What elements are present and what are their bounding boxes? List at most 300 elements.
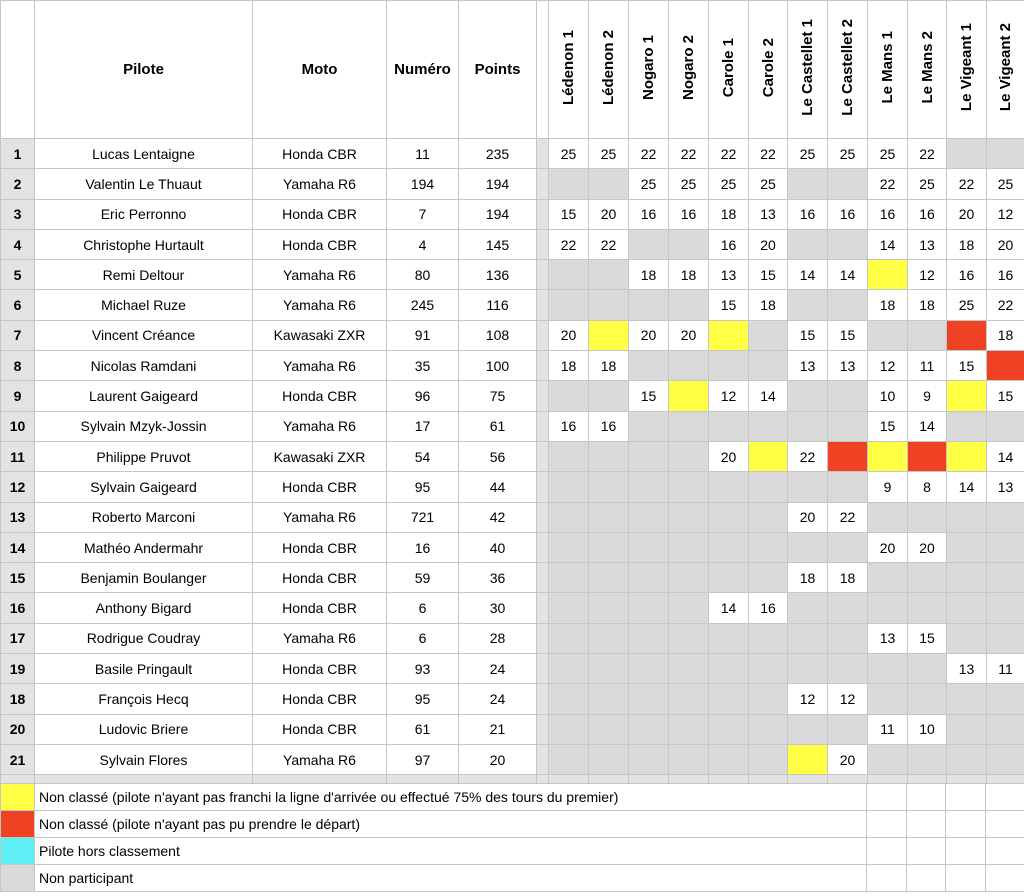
result-cell	[947, 714, 987, 744]
result-cell	[589, 714, 629, 744]
numero-cell: 7	[387, 199, 459, 229]
header-moto: Moto	[253, 1, 387, 139]
result-cell	[629, 593, 669, 623]
pilote-cell: Sylvain Mzyk-Jossin	[35, 411, 253, 441]
result-cell: 15	[987, 381, 1024, 411]
table-row	[1, 290, 1024, 320]
header-race-11	[947, 1, 987, 139]
separator-cell	[537, 320, 549, 350]
result-cell	[629, 441, 669, 471]
table-row	[1, 654, 1024, 684]
legend-empty-cell	[946, 784, 986, 811]
result-cell	[788, 290, 828, 320]
moto-cell: Yamaha R6	[253, 623, 387, 653]
points-cell: 40	[459, 532, 537, 562]
points-cell: 61	[459, 411, 537, 441]
result-cell: 11	[868, 714, 908, 744]
points-cell: 30	[459, 593, 537, 623]
points-cell: 194	[459, 169, 537, 199]
result-cell	[947, 441, 987, 471]
standings-body	[1, 139, 1024, 784]
result-cell: 20	[868, 532, 908, 562]
result-cell	[549, 502, 589, 532]
result-cell: 16	[549, 411, 589, 441]
result-cell	[709, 502, 749, 532]
result-cell	[629, 744, 669, 774]
result-cell: 14	[749, 381, 788, 411]
result-cell	[749, 563, 788, 593]
result-cell	[669, 441, 709, 471]
result-cell: 13	[788, 351, 828, 381]
rank-cell: 3	[1, 199, 35, 229]
moto-cell: Yamaha R6	[253, 290, 387, 320]
table-row	[1, 472, 1024, 502]
moto-cell: Honda CBR	[253, 139, 387, 169]
result-cell: 8	[908, 472, 947, 502]
race-label: Le Mans 2	[918, 31, 936, 104]
result-cell: 12	[828, 684, 868, 714]
result-cell	[828, 532, 868, 562]
numero-cell: 96	[387, 381, 459, 411]
result-cell	[828, 169, 868, 199]
result-cell: 18	[947, 229, 987, 259]
pilote-cell: Philippe Pruvot	[35, 441, 253, 471]
legend-row	[1, 865, 1024, 892]
moto-cell: Kawasaki ZXR	[253, 441, 387, 471]
result-cell	[629, 684, 669, 714]
result-cell	[868, 320, 908, 350]
result-cell	[908, 441, 947, 471]
pilote-cell: Eric Perronno	[35, 199, 253, 229]
points-cell: 194	[459, 199, 537, 229]
result-cell: 12	[788, 684, 828, 714]
result-cell	[828, 472, 868, 502]
result-cell	[669, 229, 709, 259]
numero-cell: 80	[387, 260, 459, 290]
result-cell	[828, 441, 868, 471]
header-race-4	[669, 1, 709, 139]
result-cell	[908, 744, 947, 774]
result-cell	[987, 684, 1024, 714]
result-cell: 12	[908, 260, 947, 290]
result-cell: 18	[749, 290, 788, 320]
numero-cell: 95	[387, 472, 459, 502]
moto-cell: Yamaha R6	[253, 411, 387, 441]
result-cell	[987, 623, 1024, 653]
header-numero: Numéro	[387, 1, 459, 139]
moto-cell: Honda CBR	[253, 593, 387, 623]
result-cell: 25	[987, 169, 1024, 199]
result-cell: 12	[709, 381, 749, 411]
result-cell: 16	[987, 260, 1024, 290]
result-cell	[947, 684, 987, 714]
header-race-3	[629, 1, 669, 139]
result-cell	[589, 472, 629, 502]
legend-text: Non classé (pilote n'ayant pas pu prendre le départ)	[35, 811, 867, 838]
result-cell: 20	[709, 441, 749, 471]
result-cell	[589, 654, 629, 684]
result-cell: 25	[868, 139, 908, 169]
result-cell	[749, 472, 788, 502]
result-cell	[549, 441, 589, 471]
result-cell	[947, 139, 987, 169]
separator-cell	[537, 381, 549, 411]
moto-cell: Honda CBR	[253, 654, 387, 684]
result-cell	[629, 229, 669, 259]
separator-cell	[537, 714, 549, 744]
result-cell: 13	[987, 472, 1024, 502]
separator-cell	[537, 260, 549, 290]
result-cell	[788, 593, 828, 623]
result-cell	[589, 169, 629, 199]
result-cell: 20	[828, 744, 868, 774]
result-cell: 13	[908, 229, 947, 259]
table-row	[1, 199, 1024, 229]
pilote-cell: Nicolas Ramdani	[35, 351, 253, 381]
result-cell	[749, 441, 788, 471]
result-cell	[589, 744, 629, 774]
rank-cell: 10	[1, 411, 35, 441]
separator-cell	[537, 351, 549, 381]
legend-swatch	[1, 865, 35, 892]
result-cell	[947, 744, 987, 774]
pilote-cell: Lucas Lentaigne	[35, 139, 253, 169]
points-cell: 116	[459, 290, 537, 320]
legend-empty-cell	[946, 865, 986, 892]
result-cell	[589, 532, 629, 562]
result-cell: 25	[828, 139, 868, 169]
result-cell	[947, 623, 987, 653]
result-cell	[788, 411, 828, 441]
result-cell	[709, 744, 749, 774]
result-cell: 18	[629, 260, 669, 290]
result-cell	[947, 593, 987, 623]
legend-empty-cell	[986, 784, 1024, 811]
legend-table	[0, 783, 1024, 892]
result-cell: 22	[947, 169, 987, 199]
result-cell	[549, 260, 589, 290]
result-cell: 20	[908, 532, 947, 562]
result-cell: 22	[987, 290, 1024, 320]
legend-text: Pilote hors classement	[35, 838, 867, 865]
result-cell	[629, 502, 669, 532]
result-cell	[947, 381, 987, 411]
result-cell: 20	[947, 199, 987, 229]
result-cell: 16	[908, 199, 947, 229]
pilote-cell: Laurent Gaigeard	[35, 381, 253, 411]
result-cell	[908, 320, 947, 350]
table-row	[1, 593, 1024, 623]
table-row	[1, 139, 1024, 169]
result-cell: 25	[788, 139, 828, 169]
result-cell: 14	[908, 411, 947, 441]
header-pilote: Pilote	[35, 1, 253, 139]
legend-empty-cell	[907, 865, 946, 892]
result-cell: 14	[987, 441, 1024, 471]
legend-text: Non classé (pilote n'ayant pas franchi la ligne d'arrivée ou effectué 75% des tours du premier)	[35, 784, 867, 811]
points-cell: 108	[459, 320, 537, 350]
result-cell	[749, 684, 788, 714]
result-cell	[828, 623, 868, 653]
result-cell	[709, 320, 749, 350]
points-cell: 145	[459, 229, 537, 259]
points-cell: 20	[459, 744, 537, 774]
pilote-cell: Sylvain Flores	[35, 744, 253, 774]
race-label: Le Mans 1	[879, 31, 896, 104]
result-cell	[549, 654, 589, 684]
race-label: Le Castellet 2	[839, 19, 856, 116]
result-cell	[669, 351, 709, 381]
table-row	[1, 320, 1024, 350]
result-cell	[549, 744, 589, 774]
result-cell	[589, 381, 629, 411]
result-cell: 9	[908, 381, 947, 411]
rank-cell: 18	[1, 684, 35, 714]
header-race-9	[868, 1, 908, 139]
numero-cell: 61	[387, 714, 459, 744]
result-cell	[669, 593, 709, 623]
legend-empty-cell	[907, 784, 946, 811]
result-cell: 16	[589, 411, 629, 441]
result-cell: 20	[629, 320, 669, 350]
result-cell: 20	[669, 320, 709, 350]
points-cell: 44	[459, 472, 537, 502]
separator-cell	[537, 502, 549, 532]
header-race-12	[987, 1, 1024, 139]
numero-cell: 93	[387, 654, 459, 684]
result-cell: 18	[908, 290, 947, 320]
header-race-5	[709, 1, 749, 139]
result-cell	[629, 532, 669, 562]
numero-cell: 91	[387, 320, 459, 350]
result-cell	[788, 229, 828, 259]
result-cell	[947, 320, 987, 350]
header-race-8	[828, 1, 868, 139]
result-cell: 9	[868, 472, 908, 502]
result-cell: 22	[868, 169, 908, 199]
result-cell	[868, 744, 908, 774]
result-cell	[908, 593, 947, 623]
legend-empty-cell	[907, 838, 946, 865]
result-cell	[828, 714, 868, 744]
result-cell: 12	[868, 351, 908, 381]
result-cell	[788, 654, 828, 684]
numero-cell: 54	[387, 441, 459, 471]
result-cell: 22	[669, 139, 709, 169]
result-cell	[589, 320, 629, 350]
result-cell: 22	[908, 139, 947, 169]
result-cell: 22	[749, 139, 788, 169]
result-cell	[828, 593, 868, 623]
race-label: Le Vigeant 2	[997, 23, 1014, 112]
result-cell: 22	[629, 139, 669, 169]
result-cell: 11	[987, 654, 1024, 684]
header-row	[1, 1, 1024, 139]
separator-cell	[537, 139, 549, 169]
result-cell: 16	[629, 199, 669, 229]
result-cell	[908, 684, 947, 714]
result-cell	[629, 472, 669, 502]
race-label: Nogaro 1	[640, 34, 657, 100]
rank-cell: 9	[1, 381, 35, 411]
legend-row	[1, 838, 1024, 865]
result-cell: 18	[669, 260, 709, 290]
result-cell	[749, 623, 788, 653]
result-cell	[749, 351, 788, 381]
result-cell	[549, 684, 589, 714]
table-row	[1, 169, 1024, 199]
legend-empty-cell	[946, 838, 986, 865]
separator-cell	[537, 623, 549, 653]
rank-cell: 7	[1, 320, 35, 350]
result-cell	[788, 381, 828, 411]
result-cell	[589, 290, 629, 320]
result-cell: 13	[828, 351, 868, 381]
separator-cell	[537, 441, 549, 471]
separator-cell	[537, 472, 549, 502]
result-cell	[987, 744, 1024, 774]
result-cell	[868, 593, 908, 623]
result-cell: 16	[669, 199, 709, 229]
result-cell	[828, 654, 868, 684]
result-cell: 13	[868, 623, 908, 653]
table-row	[1, 744, 1024, 774]
result-cell	[669, 381, 709, 411]
result-cell	[669, 502, 709, 532]
result-cell	[828, 290, 868, 320]
result-cell	[828, 411, 868, 441]
result-cell: 15	[828, 320, 868, 350]
result-cell: 18	[868, 290, 908, 320]
rank-cell: 19	[1, 654, 35, 684]
separator-cell	[537, 169, 549, 199]
result-cell	[549, 623, 589, 653]
table-row	[1, 229, 1024, 259]
header-race-2	[589, 1, 629, 139]
pilote-cell: Ludovic Briere	[35, 714, 253, 744]
race-label: Le Castellet 1	[799, 19, 816, 116]
result-cell	[549, 532, 589, 562]
legend-text: Non participant	[35, 865, 867, 892]
rank-cell: 4	[1, 229, 35, 259]
result-cell: 25	[669, 169, 709, 199]
pilote-cell: Rodrigue Coudray	[35, 623, 253, 653]
legend-row	[1, 811, 1024, 838]
legend-empty-cell	[946, 811, 986, 838]
result-cell	[788, 623, 828, 653]
result-cell	[709, 654, 749, 684]
numero-cell: 11	[387, 139, 459, 169]
legend-swatch	[1, 784, 35, 811]
result-cell	[669, 744, 709, 774]
numero-cell: 97	[387, 744, 459, 774]
result-cell	[589, 260, 629, 290]
result-cell	[868, 563, 908, 593]
result-cell	[987, 532, 1024, 562]
result-cell	[669, 411, 709, 441]
header-race-1	[549, 1, 589, 139]
moto-cell: Yamaha R6	[253, 351, 387, 381]
rank-cell: 13	[1, 502, 35, 532]
result-cell: 13	[947, 654, 987, 684]
numero-cell: 17	[387, 411, 459, 441]
result-cell	[788, 169, 828, 199]
moto-cell: Yamaha R6	[253, 744, 387, 774]
table-row	[1, 684, 1024, 714]
pilote-cell: Anthony Bigard	[35, 593, 253, 623]
numero-cell: 245	[387, 290, 459, 320]
result-cell	[709, 623, 749, 653]
result-cell	[629, 654, 669, 684]
moto-cell: Yamaha R6	[253, 502, 387, 532]
result-cell	[987, 563, 1024, 593]
result-cell	[629, 411, 669, 441]
rank-cell: 21	[1, 744, 35, 774]
result-cell: 15	[788, 320, 828, 350]
result-cell: 14	[828, 260, 868, 290]
numero-cell: 16	[387, 532, 459, 562]
moto-cell: Honda CBR	[253, 532, 387, 562]
legend-empty-cell	[867, 784, 907, 811]
result-cell	[947, 502, 987, 532]
moto-cell: Honda CBR	[253, 684, 387, 714]
points-cell: 100	[459, 351, 537, 381]
result-cell	[987, 714, 1024, 744]
points-cell: 36	[459, 563, 537, 593]
table-row	[1, 351, 1024, 381]
result-cell	[709, 563, 749, 593]
result-cell	[709, 411, 749, 441]
pilote-cell: Valentin Le Thuaut	[35, 169, 253, 199]
result-cell: 22	[589, 229, 629, 259]
result-cell: 20	[549, 320, 589, 350]
result-cell	[589, 684, 629, 714]
numero-cell: 6	[387, 623, 459, 653]
result-cell: 25	[589, 139, 629, 169]
result-cell	[987, 502, 1024, 532]
points-cell: 136	[459, 260, 537, 290]
result-cell: 20	[788, 502, 828, 532]
result-cell	[788, 744, 828, 774]
result-cell	[629, 714, 669, 744]
moto-cell: Honda CBR	[253, 199, 387, 229]
result-cell	[868, 441, 908, 471]
separator-cell	[537, 229, 549, 259]
separator-cell	[537, 593, 549, 623]
result-cell: 15	[947, 351, 987, 381]
result-cell	[549, 290, 589, 320]
points-cell: 24	[459, 654, 537, 684]
result-cell	[589, 563, 629, 593]
pilote-cell: Roberto Marconi	[35, 502, 253, 532]
moto-cell: Honda CBR	[253, 381, 387, 411]
table-row	[1, 260, 1024, 290]
result-cell: 18	[549, 351, 589, 381]
result-cell	[749, 411, 788, 441]
rank-cell: 17	[1, 623, 35, 653]
numero-cell: 194	[387, 169, 459, 199]
race-label: Nogaro 2	[680, 34, 697, 100]
numero-cell: 95	[387, 684, 459, 714]
result-cell: 25	[549, 139, 589, 169]
legend-empty-cell	[986, 811, 1024, 838]
result-cell	[589, 623, 629, 653]
result-cell: 22	[788, 441, 828, 471]
race-label: Lédenon 2	[600, 29, 617, 105]
result-cell	[629, 563, 669, 593]
points-cell: 42	[459, 502, 537, 532]
race-label: Lédenon 1	[560, 29, 577, 105]
